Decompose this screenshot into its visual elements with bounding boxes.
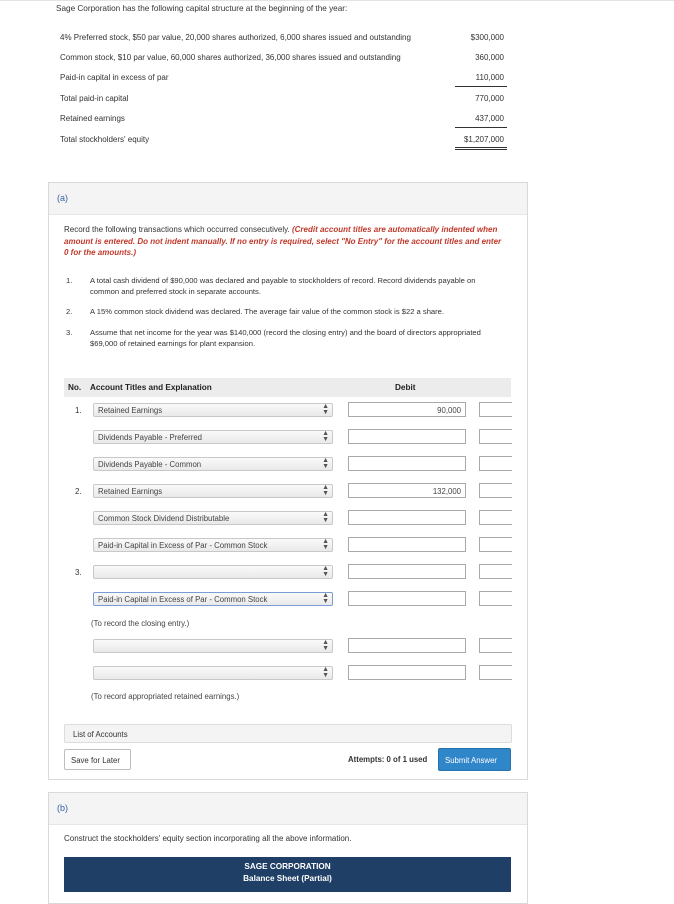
capital-label: Common stock, $10 par value, 60,000 shares authorized, 36,000 shares issued and outstanding	[60, 53, 401, 62]
part-a-instruction	[64, 224, 504, 259]
account-select[interactable]: Retained Earnings ▲ ▼	[93, 403, 333, 417]
capital-amount: 110,000	[475, 73, 504, 82]
credit-input[interactable]	[479, 483, 512, 498]
capital-amount: 770,000	[475, 94, 504, 103]
part-a-tag: (a)	[57, 193, 68, 203]
capital-label: Paid-in capital in excess of par	[60, 73, 169, 82]
statement-title: Balance Sheet (Partial)	[243, 874, 332, 883]
credit-input[interactable]	[479, 564, 512, 579]
debit-input[interactable]: 132,000	[348, 483, 466, 498]
capital-amount: 360,000	[475, 53, 504, 62]
select-arrows-icon: ▲ ▼	[322, 666, 329, 679]
debit-input[interactable]	[348, 638, 466, 653]
entry-number: 1.	[75, 406, 82, 415]
capital-label: Total paid-in capital	[60, 94, 129, 103]
account-select[interactable]	[93, 639, 333, 653]
part-b-header	[49, 793, 527, 825]
debit-input[interactable]	[348, 510, 466, 525]
journal-table-header	[64, 378, 511, 397]
col-no: No.	[68, 383, 82, 392]
entry-number: 3.	[75, 568, 82, 577]
debit-input[interactable]	[348, 537, 466, 552]
entry-number: 2.	[75, 487, 82, 496]
subtotal-rule	[455, 127, 507, 128]
select-arrows-icon: ▲ ▼	[322, 639, 329, 652]
credit-input[interactable]	[479, 537, 512, 552]
capital-row	[60, 49, 506, 67]
capital-amount: 437,000	[475, 114, 504, 123]
select-arrows-icon: ▲ ▼	[322, 565, 329, 578]
credit-input[interactable]	[479, 591, 512, 606]
part-a-panel	[48, 182, 528, 780]
attempts-counter: Attempts: 0 of 1 used	[348, 755, 428, 764]
capital-label: Total stockholders' equity	[60, 135, 150, 144]
capital-row	[60, 69, 506, 87]
debit-input[interactable]	[348, 429, 466, 444]
credit-input[interactable]	[479, 429, 512, 444]
account-select[interactable]: Common Stock Dividend Distributable ▲ ▼	[93, 511, 333, 525]
select-arrows-icon: ▲ ▼	[322, 511, 329, 524]
credit-input[interactable]	[479, 638, 512, 653]
part-b-instruction: Construct the stockholders' equity section incorporating all the above information.	[64, 834, 352, 843]
account-select[interactable]: Dividends Payable - Common ▲ ▼	[93, 457, 333, 471]
instruction-plain: Record the following transactions which occurred consecutively.	[64, 225, 292, 234]
capital-row	[60, 110, 506, 128]
total-double-rule	[455, 149, 507, 150]
capital-label: 4% Preferred stock, $50 par value, 20,000 shares authorized, 6,000 shares issued and outstanding	[60, 33, 411, 42]
closing-entry-note: (To record the closing entry.)	[91, 619, 190, 628]
select-arrows-icon: ▲ ▼	[322, 457, 329, 470]
capital-row	[60, 131, 506, 149]
debit-input[interactable]	[348, 665, 466, 680]
account-select[interactable]	[93, 666, 333, 680]
select-arrows-icon: ▲ ▼	[322, 430, 329, 443]
company-name: SAGE CORPORATION	[244, 862, 331, 871]
capital-label: Retained earnings	[60, 114, 125, 123]
debit-input[interactable]	[348, 456, 466, 471]
account-select[interactable]: Paid-in Capital in Excess of Par - Common Stock ▲ ▼	[93, 592, 333, 606]
credit-input[interactable]	[479, 456, 512, 471]
select-arrows-icon: ▲ ▼	[322, 592, 329, 605]
credit-input[interactable]	[479, 665, 512, 680]
submit-answer-button[interactable]: Submit Answer	[438, 748, 511, 771]
capital-row	[60, 90, 506, 108]
debit-input[interactable]: 90,000	[348, 402, 466, 417]
account-select[interactable]: Dividends Payable - Preferred ▲ ▼	[93, 430, 333, 444]
col-account: Account Titles and Explanation	[90, 383, 212, 392]
select-arrows-icon: ▲ ▼	[322, 403, 329, 416]
intro-text: Sage Corporation has the following capital structure at the beginning of the year:	[56, 4, 348, 13]
save-for-later-button[interactable]: Save for Later	[64, 749, 131, 770]
col-debit: Debit	[395, 383, 416, 392]
capital-amount: $300,000	[470, 33, 504, 42]
capital-amount: $1,207,000	[463, 135, 504, 144]
list-of-accounts-button[interactable]: List of Accounts	[64, 724, 512, 743]
account-select[interactable]	[93, 565, 333, 579]
credit-input[interactable]	[479, 402, 512, 417]
debit-input[interactable]	[348, 564, 466, 579]
credit-input[interactable]	[479, 510, 512, 525]
capital-row	[60, 29, 506, 47]
top-divider	[0, 0, 674, 1]
account-select[interactable]: Paid-in Capital in Excess of Par - Common Stock ▲ ▼	[93, 538, 333, 552]
instruction-warning: (Credit account titles are automatically indented when amount is entered. Do not indent manually. If no entry is required, select "No Entry" for the account titles and enter 0 for the amounts.)	[64, 225, 502, 258]
select-arrows-icon: ▲ ▼	[322, 538, 329, 551]
subtotal-rule	[455, 86, 507, 87]
debit-input[interactable]	[348, 591, 466, 606]
part-a-header	[49, 183, 527, 215]
account-select[interactable]: Retained Earnings ▲ ▼	[93, 484, 333, 498]
total-double-rule	[455, 147, 507, 148]
part-b-tag: (b)	[57, 803, 68, 813]
appropriation-note: (To record appropriated retained earnings.)	[91, 692, 240, 701]
balance-sheet-header	[64, 857, 511, 892]
select-arrows-icon: ▲ ▼	[322, 484, 329, 497]
